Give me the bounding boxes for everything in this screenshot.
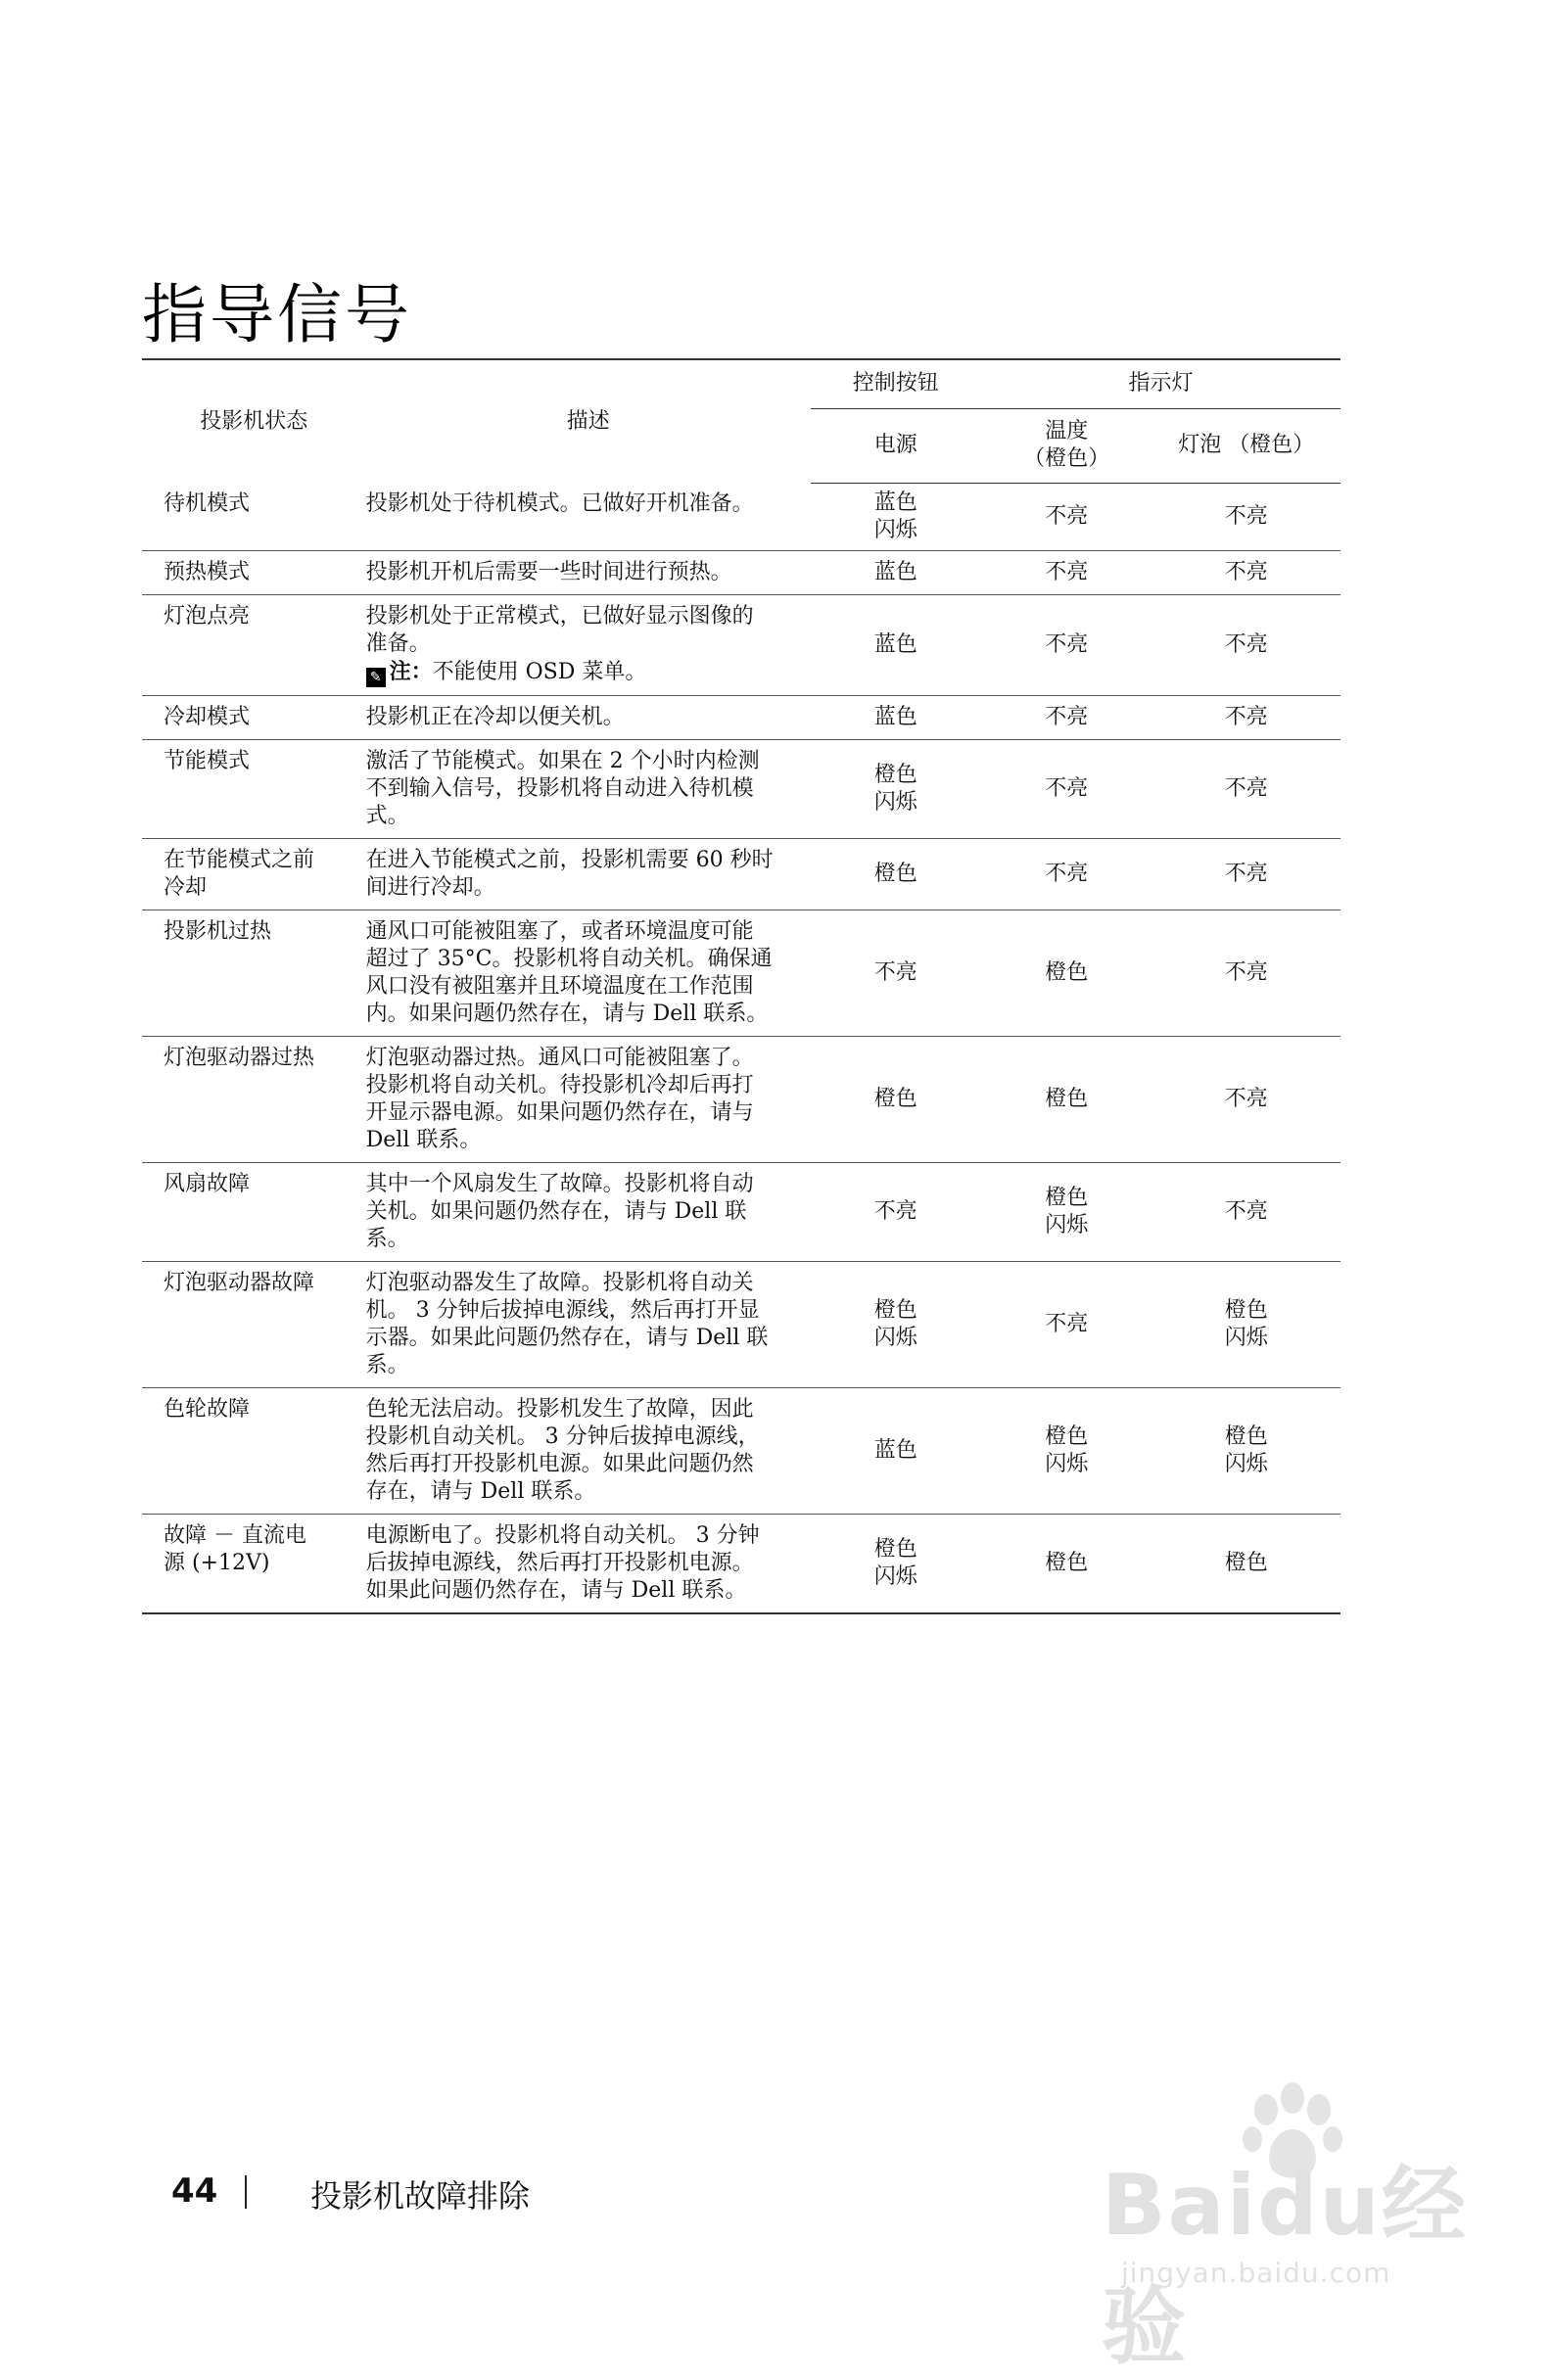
page-title: 指导信号 <box>142 277 412 352</box>
cell-temp: 橙色 <box>1045 1550 1089 1575</box>
watermark-logo: Baidu经验 <box>1102 2157 1468 2376</box>
cell-desc: 电源断电了。投影机将自动关机。 3 分钟 后拔掉电源线，然后再打开投影机电源。 如果此问题仍然存在，请与 Dell 联系。 <box>365 1522 760 1603</box>
table-row <box>142 594 1340 695</box>
header-state: 投影机状态 <box>200 408 308 434</box>
cell-desc: 其中一个风扇发生了故障。投影机将自动 关机。如果问题仍然存在，请与 Dell 联 系。 <box>366 1162 811 1261</box>
watermark <box>1092 2080 1483 2376</box>
cell-power: 蓝色 闪烁 <box>811 483 981 550</box>
cell-state: 冷却模式 <box>142 695 366 739</box>
cell-power: 橙色 闪烁 <box>811 739 981 838</box>
cell-temp: 不亮 <box>981 739 1152 838</box>
header-temp: 温度 （橙色） <box>981 408 1152 483</box>
cell-lamp: 橙色 闪烁 <box>1152 1387 1340 1514</box>
table-row <box>142 838 1340 910</box>
footer-separator <box>245 2175 247 2209</box>
note <box>366 658 811 687</box>
cell-lamp: 不亮 <box>1152 910 1340 1036</box>
cell-power: 橙色 闪烁 <box>873 1536 917 1589</box>
table-row <box>142 1036 1340 1162</box>
cell-desc: 投影机处于待机模式。已做好开机准备。 <box>366 483 811 550</box>
cell-power: 蓝色 <box>811 550 981 594</box>
cell-state: 待机模式 <box>142 483 366 550</box>
cell-state: 节能模式 <box>142 739 366 838</box>
header-desc: 描述 <box>566 408 610 434</box>
page-number: 44 <box>171 2171 218 2211</box>
table-row <box>142 1162 1340 1261</box>
cell-state: 投影机过热 <box>142 910 366 1036</box>
cell-temp: 橙色 闪烁 <box>981 1387 1152 1514</box>
cell-power: 橙色 闪烁 <box>811 1261 981 1387</box>
note-pencil-icon: ✎ <box>366 668 386 687</box>
cell-temp: 不亮 <box>981 483 1152 550</box>
cell-temp: 不亮 <box>981 695 1152 739</box>
cell-power: 蓝色 <box>811 695 981 739</box>
cell-state: 色轮故障 <box>142 1387 366 1514</box>
chapter-title: 投影机故障排除 <box>310 2177 531 2215</box>
cell-desc: 灯泡驱动器过热。通风口可能被阻塞了。 投影机将自动关机。待投影机冷却后再打 开显示器电源。如果问题仍然存在，请与 Dell 联系。 <box>366 1036 811 1162</box>
cell-lamp: 不亮 <box>1152 550 1340 594</box>
table-row <box>142 910 1340 1036</box>
table-row <box>142 1387 1340 1514</box>
cell-desc: 通风口可能被阻塞了，或者环境温度可能 超过了 35°C。投影机将自动关机。确保通 风口没有被阻塞并且环境温度在工作范围 内。如果问题仍然存在，请与 Dell 联系。 <box>366 910 811 1036</box>
cell-lamp: 不亮 <box>1152 838 1340 910</box>
header-lamp: 灯泡 （橙色） <box>1152 408 1340 483</box>
cell-power: 不亮 <box>811 1162 981 1261</box>
table-row <box>142 739 1340 838</box>
cell-lamp: 不亮 <box>1152 1036 1340 1162</box>
cell-desc: 投影机开机后需要一些时间进行预热。 <box>366 550 811 594</box>
cell-lamp: 橙色 <box>1224 1550 1268 1575</box>
header-indicator: 指示灯 <box>981 359 1340 408</box>
cell-state: 故障 － 直流电 源 (+12V) <box>164 1522 306 1575</box>
cell-desc: 激活了节能模式。如果在 2 个小时内检测 不到输入信号，投影机将自动进入待机模 式。 <box>366 739 811 838</box>
header-control: 控制按钮 <box>811 359 981 408</box>
cell-desc: 色轮无法启动。投影机发生了故障，因此 投影机自动关机。 3 分钟后拔掉电源线， 然后再打开投影机电源。如果此问题仍然 存在，请与 Dell 联系。 <box>366 1387 811 1514</box>
cell-state: 灯泡驱动器故障 <box>142 1261 366 1387</box>
cell-desc: 在进入节能模式之前，投影机需要 60 秒时 间进行冷却。 <box>366 838 811 910</box>
cell-temp: 不亮 <box>981 594 1152 695</box>
cell-power: 橙色 <box>811 838 981 910</box>
cell-state: 灯泡驱动器过热 <box>142 1036 366 1162</box>
table-row <box>142 1514 1340 1613</box>
cell-lamp: 不亮 <box>1152 739 1340 838</box>
cell-lamp: 橙色 闪烁 <box>1152 1261 1340 1387</box>
cell-desc: 投影机正在冷却以便关机。 <box>366 695 811 739</box>
indicator-table <box>142 358 1340 1614</box>
cell-power: 不亮 <box>811 910 981 1036</box>
cell-power: 橙色 <box>811 1036 981 1162</box>
note-label: 注： <box>389 658 433 684</box>
cell-temp: 不亮 <box>981 550 1152 594</box>
cell-state: 风扇故障 <box>142 1162 366 1261</box>
cell-temp: 橙色 <box>981 910 1152 1036</box>
cell-temp: 不亮 <box>981 1261 1152 1387</box>
cell-desc: 灯泡驱动器发生了故障。投影机将自动关 机。 3 分钟后拔掉电源线，然后再打开显 示器。如果此问题仍然存在，请与 Dell 联 系。 <box>366 1261 811 1387</box>
cell-desc: 投影机处于正常模式，已做好显示图像的 准备。 ✎ 注：不能使用 OSD 菜单。 <box>366 594 811 695</box>
table-row <box>142 550 1340 594</box>
table-row <box>142 1261 1340 1387</box>
cell-lamp: 不亮 <box>1152 695 1340 739</box>
cell-state: 在节能模式之前 冷却 <box>142 838 366 910</box>
table-row <box>142 483 1340 550</box>
cell-state: 预热模式 <box>142 550 366 594</box>
header-power: 电源 <box>811 408 981 483</box>
cell-state: 灯泡点亮 <box>142 594 366 695</box>
watermark-url: jingyan.baidu.com <box>1121 2257 1391 2289</box>
cell-lamp: 不亮 <box>1152 594 1340 695</box>
cell-lamp: 不亮 <box>1152 1162 1340 1261</box>
cell-lamp: 不亮 <box>1152 483 1340 550</box>
cell-temp: 橙色 闪烁 <box>981 1162 1152 1261</box>
note-text: 不能使用 OSD 菜单。 <box>432 659 647 684</box>
table-row <box>142 695 1340 739</box>
cell-power: 蓝色 <box>811 1387 981 1514</box>
cell-temp: 橙色 <box>981 1036 1152 1162</box>
cell-temp: 不亮 <box>981 838 1152 910</box>
cell-power: 蓝色 <box>811 594 981 695</box>
